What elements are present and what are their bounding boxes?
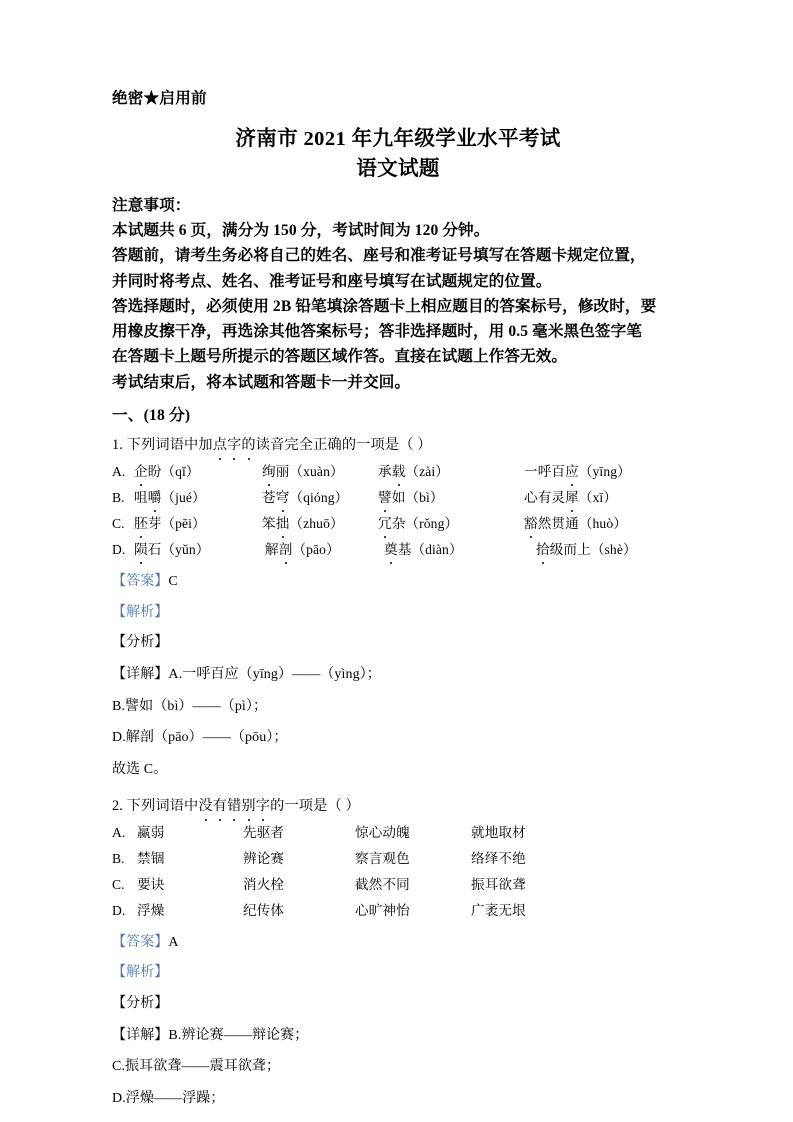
option-cell: 辨论赛 — [243, 850, 285, 866]
question-1-explanation-line: D.解剖（pāo）——（pōu）； — [112, 730, 288, 746]
notice-line: 用橡皮擦干净，再选涂其他答案标号；答非选择题时，用 0.5 毫米黑色签字笔 — [112, 323, 642, 341]
question-2-option-d[interactable] — [112, 900, 684, 922]
question-2-stem — [112, 795, 684, 818]
option-cell: 截然不同 — [355, 876, 410, 892]
option-label: B. — [112, 850, 125, 866]
notice-line: 在答题卡上题号所提示的答题区域作答。直接在试题上作答无效。 — [112, 348, 568, 366]
page-title: 济南市 2021 年九年级学业水平考试 — [235, 128, 561, 151]
question-2-option-b[interactable] — [112, 848, 684, 870]
option-cell: 企盼（qǐ） — [134, 461, 262, 483]
option-cell: 一呼百应（yīng） — [524, 461, 631, 483]
option-label: C. — [112, 876, 125, 892]
option-cell: 赢弱 — [137, 824, 165, 840]
question-1-option-b[interactable] — [112, 487, 684, 509]
answer-tag: 【答案】 — [112, 934, 169, 950]
question-1-option-d[interactable] — [112, 539, 684, 561]
option-cell: 禁锢 — [137, 850, 165, 866]
option-label: D. — [112, 541, 126, 557]
question-2-analysis-tag — [112, 962, 684, 985]
option-cell: 咀嚼（jué） — [134, 487, 262, 509]
question-1-conclusion: 故选 C。 — [112, 761, 168, 777]
notice-block — [112, 193, 684, 395]
answer-value: C — [168, 573, 178, 589]
option-cell: 要诀 — [137, 876, 165, 892]
notice-line: 答题前，请考生务必将自己的姓名、座号和准考证号填写在答题卡规定位置， — [112, 247, 646, 265]
option-cell: 绚丽（xuàn） — [262, 461, 378, 483]
explanation-text: A.一呼百应（yīng）——（yìng）； — [168, 666, 381, 682]
xiangjie-tag: 【详解】 — [112, 1027, 169, 1043]
option-cell: 承载（zài） — [378, 461, 524, 483]
option-label: B. — [112, 489, 125, 505]
notice-line: 答选择题时，必须使用 2B 铅笔填涂答题卡上相应题目的答案标号，修改时，要 — [112, 297, 657, 315]
question-1-fenxi-tag — [112, 632, 684, 655]
question-2-text: 下列词语中没有错别字的一项是（ ） — [127, 798, 360, 814]
notice-line: 本试题共 6 页，满分为 150 分，考试时间为 120 分钟。 — [112, 222, 490, 240]
option-cell: 陨石（yǔn） — [134, 539, 262, 561]
option-cell: 浮燥 — [137, 902, 165, 918]
option-cell: 就地取材 — [471, 824, 526, 840]
question-1-stem — [112, 434, 684, 457]
option-cell: 纪传体 — [243, 902, 285, 918]
question-2-explanation-first — [112, 1025, 684, 1048]
explanation-text: B.辨论赛——辩论赛； — [168, 1027, 309, 1043]
option-cell: 奠基（diàn） — [381, 539, 530, 561]
question-2-explanation-line: D.浮燥——浮躁； — [112, 1091, 225, 1107]
option-cell: 胚芽（pēi） — [134, 513, 262, 535]
xiangjie-tag: 【详解】 — [112, 666, 169, 682]
option-cell: 心旷神怡 — [355, 902, 410, 918]
question-2-option-a[interactable] — [112, 822, 684, 844]
fenxi-tag: 【分析】 — [112, 635, 169, 651]
question-1-text: 下列词语中加点字的读音完全正确的一项是（ ） — [127, 437, 432, 453]
question-2-fenxi-tag — [112, 993, 684, 1016]
option-cell: 消火栓 — [243, 876, 285, 892]
option-cell: 苍穹（qióng） — [262, 487, 378, 509]
option-label: A. — [112, 824, 126, 840]
question-1-analysis-tag — [112, 602, 684, 625]
question-1-option-a[interactable] — [112, 461, 684, 483]
option-cell: 笨拙（zhuō） — [262, 513, 378, 535]
option-cell: 察言观色 — [355, 850, 410, 866]
question-2-number: 2. — [112, 797, 123, 814]
notice-line: 并同时将考点、姓名、准考证号和座号填写在试题规定的位置。 — [112, 272, 552, 290]
notice-heading: 注意事项： — [112, 196, 191, 214]
page-content — [112, 88, 684, 1111]
answer-value: A — [168, 934, 179, 950]
question-1-option-c[interactable] — [112, 513, 684, 535]
fenxi-tag: 【分析】 — [112, 996, 169, 1012]
option-label: A. — [112, 463, 126, 479]
question-1-number: 1. — [112, 436, 123, 453]
option-label: C. — [112, 515, 125, 531]
notice-line: 考试结束后，将本试题和答题卡一并交回。 — [112, 373, 411, 391]
question-2-option-c[interactable] — [112, 874, 684, 896]
analysis-tag: 【解析】 — [112, 604, 169, 620]
question-1-explanation-line: B.譬如（bì）——（pì）； — [112, 698, 268, 714]
question-1-explanation-first — [112, 664, 684, 687]
option-cell: 惊心动魄 — [355, 824, 410, 840]
option-cell: 络绎不绝 — [471, 850, 526, 866]
question-2-answer — [112, 932, 684, 955]
question-1-answer — [112, 571, 684, 594]
option-cell: 拾级而上（shè） — [530, 539, 637, 561]
analysis-tag: 【解析】 — [112, 965, 169, 981]
option-cell: 振耳欲聋 — [471, 876, 526, 892]
page-subtitle: 语文试题 — [356, 158, 440, 181]
option-cell: 心有灵犀（xī） — [524, 487, 617, 509]
option-cell: 譬如（bì） — [378, 487, 524, 509]
option-cell: 冗杂（rǒng） — [378, 513, 524, 535]
option-cell: 豁然贯通（huò） — [524, 513, 627, 535]
answer-tag: 【答案】 — [112, 573, 169, 589]
option-cell: 先驱者 — [243, 824, 285, 840]
option-cell: 解剖（pāo） — [262, 539, 381, 561]
question-2-explanation-line: C.振耳欲聋——震耳欲聋； — [112, 1059, 281, 1075]
section-heading: 一、(18 分) — [112, 406, 191, 424]
secret-notice: 绝密★启用前 — [112, 90, 207, 107]
option-cell: 广袤无垠 — [471, 902, 526, 918]
option-label: D. — [112, 902, 126, 918]
